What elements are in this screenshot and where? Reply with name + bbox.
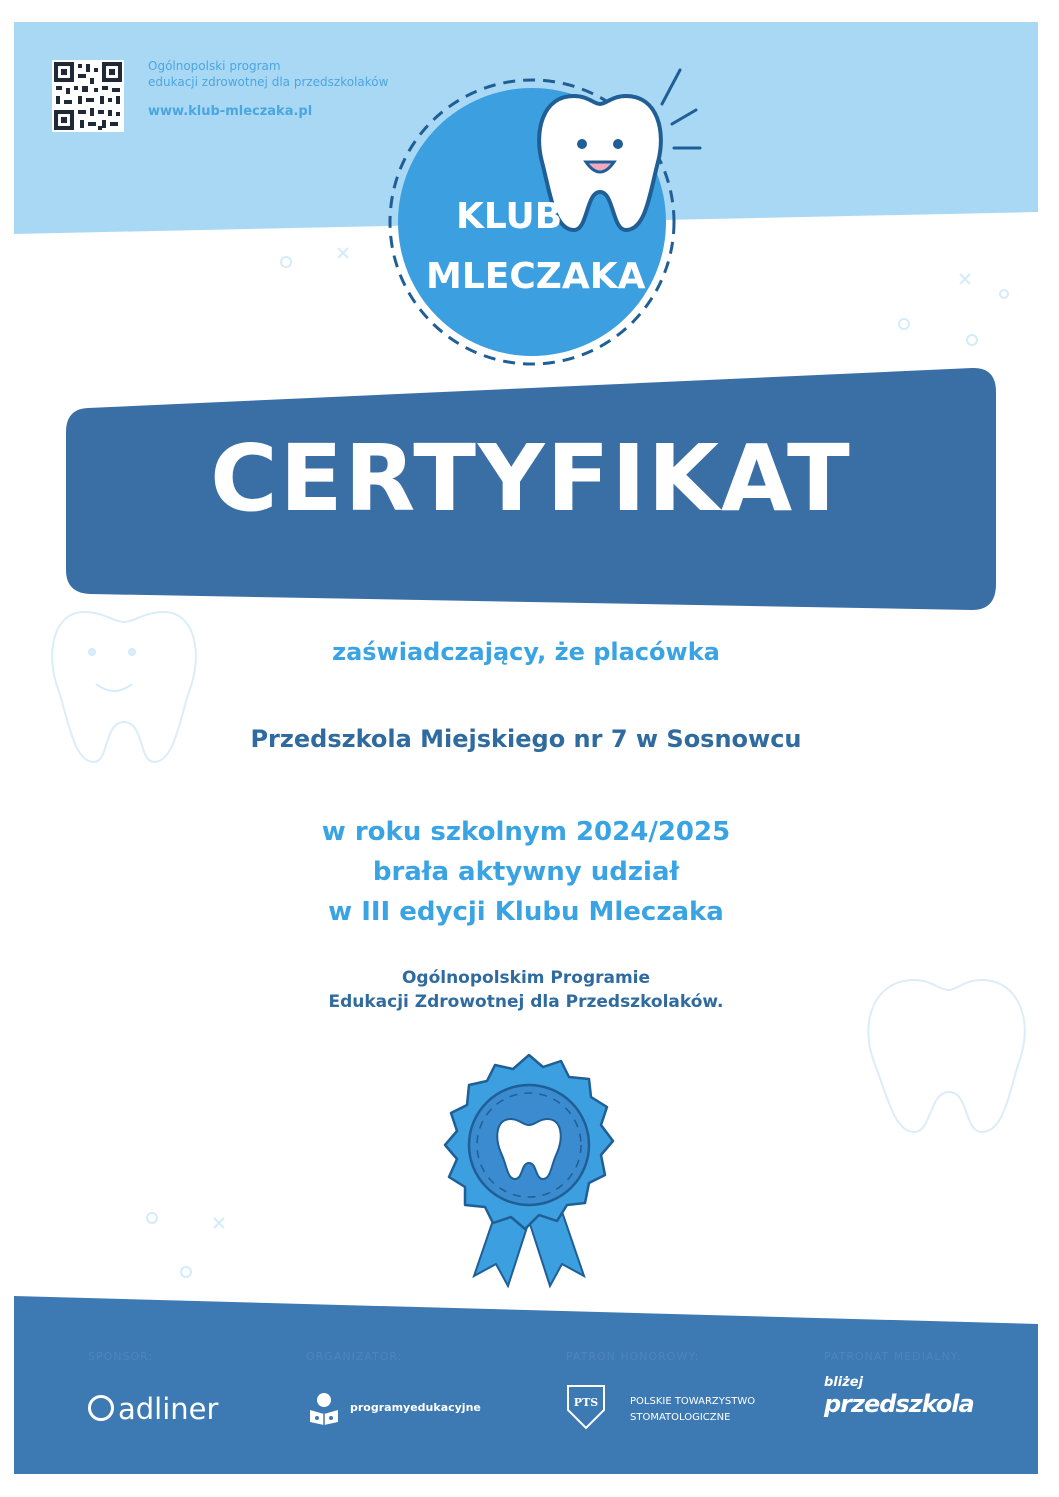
website-link[interactable]: www.klub-mleczaka.pl (148, 104, 313, 119)
sponsor-label: SPONSOR: (88, 1350, 154, 1363)
title-banner (66, 364, 996, 612)
adliner-name: adliner (118, 1392, 219, 1426)
certificate-intro: zaświadczający, że placówka (332, 638, 720, 666)
institution-name: Przedszkola Miejskiego nr 7 w Sosnowcu (250, 725, 802, 753)
qr-code-icon (52, 60, 124, 132)
program-name (14, 966, 1038, 1014)
adliner-logo (88, 1392, 218, 1426)
programy-edukacyjne-name: programyedukacyjne (350, 1401, 481, 1414)
sponsors-footer (14, 1296, 1038, 1474)
statement-line: w roku szkolnym 2024/2025 (321, 817, 731, 847)
organizer-label: ORGANIZATOR: (306, 1350, 403, 1363)
pts-name-line: POLSKIE TOWARZYSTWO (630, 1396, 756, 1407)
program-description-line: Ogólnopolski program (148, 59, 281, 73)
przedszkola-text: przedszkola (824, 1390, 974, 1418)
pts-name (630, 1394, 755, 1426)
klub-mleczaka-logo (374, 52, 714, 372)
adliner-mark-icon (88, 1395, 114, 1421)
rosette-medal-icon (434, 1050, 624, 1290)
program-line: Ogólnopolskim Programie (401, 968, 651, 988)
svg-text:PTS: PTS (573, 1396, 599, 1409)
logo-text-line1: KLUB (456, 196, 563, 237)
media-patron-label: PATRONAT MEDIALNY: (824, 1350, 962, 1363)
patron-label: PATRON HONOROWY: (566, 1350, 700, 1363)
participation-statement (14, 812, 1038, 932)
reading-child-icon (306, 1390, 342, 1426)
blizej-przedszkola-logo (824, 1376, 974, 1418)
program-info (148, 58, 388, 119)
certificate-page (14, 22, 1038, 1474)
logo-text-line2: MLECZAKA (426, 256, 646, 297)
program-description-line: edukacji zdrowotnej dla przedszkolaków (148, 75, 389, 89)
blizej-text: bliżej (824, 1375, 864, 1390)
program-line: Edukacji Zdrowotnej dla Przedszkolaków. (328, 992, 724, 1012)
statement-line: w III edycji Klubu Mleczaka (328, 897, 724, 927)
certificate-title: CERTYFIKAT (210, 425, 852, 532)
statement-line: brała aktywny udział (372, 857, 680, 887)
pts-name-line: STOMATOLOGICZNE (630, 1412, 731, 1423)
pts-shield-icon (566, 1384, 606, 1430)
